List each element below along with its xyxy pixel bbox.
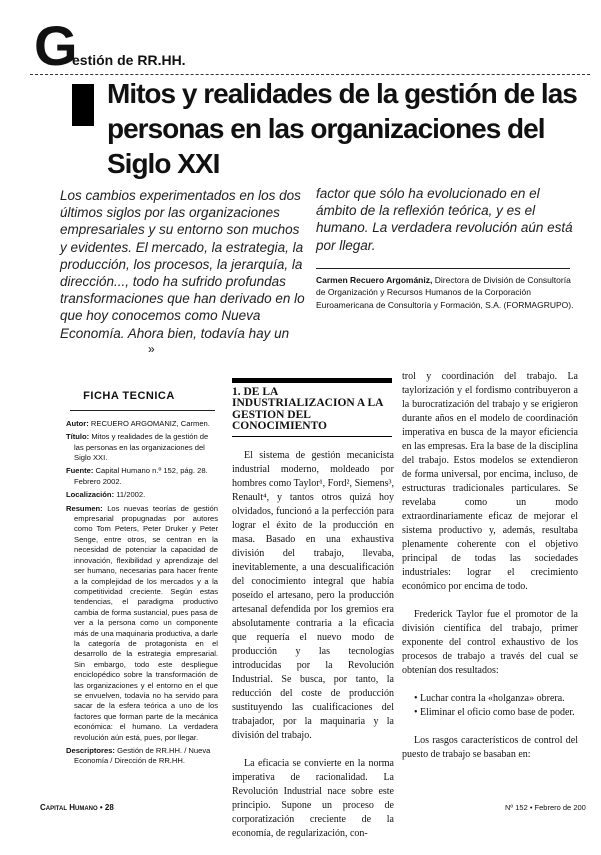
ficha-label: Localización: [66,490,115,500]
ficha-value: RECUERO ARGOMANIZ, Carmen. [90,418,210,428]
article-title: Mitos y realidades de la gestión de las personas en las organizaciones del Siglo XXI [107,78,577,179]
ficha-value: Mitos y realidades de la gestión de las personas en las organizaciones del Siglo XXI. [74,432,209,463]
ficha-value: Capital Humano n.º 152, pág. 28. Febrero 2002. [74,466,208,486]
section-name: estión de RR.HH. [72,52,186,68]
intro-left-column [60,187,305,356]
ficha-divider [70,410,215,411]
ficha-label: Título: [66,432,90,442]
ficha-label: Resumen: [66,503,103,513]
ficha-entry [66,746,218,767]
body-paragraph: El sistema de gestión mecanicista industrial moderno, moldeado por hombres como Taylor¹, Ford², Siemens³, Renault⁴, y tantos otros quizá hoy olvidados, funcionó a la perfección para lograr el éxito de la producción en masa. Basado en una exhaustiva división del trabajo, llevaba, inevitablemente, a una descualificación del conocimiento integral que había poseído el artesano, pero la producción artesanal defendida por los gremios era absolutamente contraria a la eficacia que requería el nuevo modo de producción y las tecnologías introducidas por la Revolución Industrial. Se busca, por tanto, la reducción del coste de producción sustituyendo las cualificaciones del trabajador, por la maquinaria y la división del trabajo. [232,449,394,741]
body-text-middle [232,449,394,841]
intro-text-left: Los cambios experimentados en los dos últimos siglos por las organizaciones empresariales y su entorno son muchos y evidentes. El mercado, la estrategia, la producción, los procesos, la jerarquía, la dirección..., todo ha sufrido profundas transformaciones que han derivado en lo que hoy conocemos como Nueva Economía. Ahora bien, todavía hay un [60,188,305,341]
ficha-value: 11/2002. [116,490,146,500]
ficha-label: Descriptores: [66,746,115,756]
ficha-value: Gestión de RR.HH. / Nueva Economía / Dirección de RR.HH. [74,746,211,766]
author-description: Directora de División de Consultoría de Organización y Recursos Humanos de la Corporación Euroamericana de Consultoría y Formación, S.A. (FORMAGRUPO). [316,274,574,310]
ficha-tecnica [66,419,218,767]
ficha-column [40,390,218,770]
ficha-title: FICHA TECNICA [83,389,175,402]
intro-right-column [316,185,578,356]
ficha-value: Los nuevas teorías de gestión empresarial propugnadas por autores como Tom Peters, Peter Druker y Peter Senge, entre otros, se centran en la necesidad de potenciar la capacidad de innovación, flexibilidad y aprendizaje del ser humano, necesarias para hacer frente a la complejidad de los mercados y a la competitividad creciente. Según estas tendencias, el paradigma productivo cambia de forma sustancial, pues pasa de ver a la persona como un componente más de una maquinaria productiva, a darle la categoría de protagonista en el desarrollo de la estrategia empresarial. Sin embargo, todo este despliegue enciclopédico sobre la transformación de las organizaciones y el entorno en el que se envuelven, todavía no ha servido para sacar de la esfera teórica a uno de los factores que forman parte de la mecánica económica: el humano. La verdadera revolución aún está, pues, por llegar. [74,503,218,742]
body-column-middle [232,378,394,855]
intro [0,187,601,356]
continue-mark: » [148,341,155,356]
ficha-entry [66,490,218,500]
ficha-entry [66,504,218,743]
section-heading: 1. DE LA INDUSTRIALIZACION A LA GESTION DEL CONOCIMIENTO [232,385,383,433]
bullet-item: • Eliminar el oficio como base de poder. [414,706,575,718]
section-heading-rule [232,436,392,437]
ficha-label: Autor: [66,418,89,428]
article-body [0,76,601,855]
author-bio [316,274,578,312]
section-initial: G [34,14,78,77]
body-columns [0,370,601,855]
ficha-entry [66,419,218,429]
ficha-entry [66,466,218,487]
intro-text-right: factor que sólo ha evolucionado en el ámbito de la reflexión teórica, y es el humano. La verdadera revolución aún está por llegar. [316,186,573,253]
author-name: Carmen Recuero Argomániz, [316,274,433,285]
ficha-entry [66,432,218,463]
body-paragraph: Los rasgos característicos de control del puesto de trabajo se basaban en: [402,734,578,760]
bullet-item: • Luchar contra la «holganza» obrera. [414,692,565,704]
body-column-right [402,370,578,776]
body-paragraph: trol y coordinación del trabajo. La taylorización y el fordismo contribuyeron a la burocratización del trabajo y se erigieron durante años en el modelo de coordinación imperativa en busca de la mayor eficiencia en las empresas. Era la base de la disciplina del trabajo. Estos modelos se extendieron de forma universal, por encima, incluso, de estructuras tradicionales particulares. Se revelaba como un modo extraordinariamente eficaz de mejorar el sistema productivo y, además, resultaba plenamente coherente con el objetivo principal de todas las sociedades industriales: lograr el crecimiento económico por encima de todo. [402,370,578,592]
header-divider [30,74,590,75]
bio-divider [316,268,570,269]
section-top-bar [232,378,392,383]
ficha-label: Fuente: [66,466,94,476]
body-paragraph: Frederick Taylor fue el promotor de la división científica del trabajo, primer exponente del control exhaustivo de los procesos de trabajo a través del cual se obtenían dos resultados: [402,608,578,676]
body-paragraph: La eficacia se convierte en la norma imperativa de racionalidad. La Revolución Industrial nace sobre este principio. Supone un proceso de corporatización creciente de la economía, de regularización, con- [232,757,394,839]
footer-publication: Capital Humano • 28 [40,803,114,812]
footer-issue: Nº 152 • Febrero de 200 [505,803,586,812]
